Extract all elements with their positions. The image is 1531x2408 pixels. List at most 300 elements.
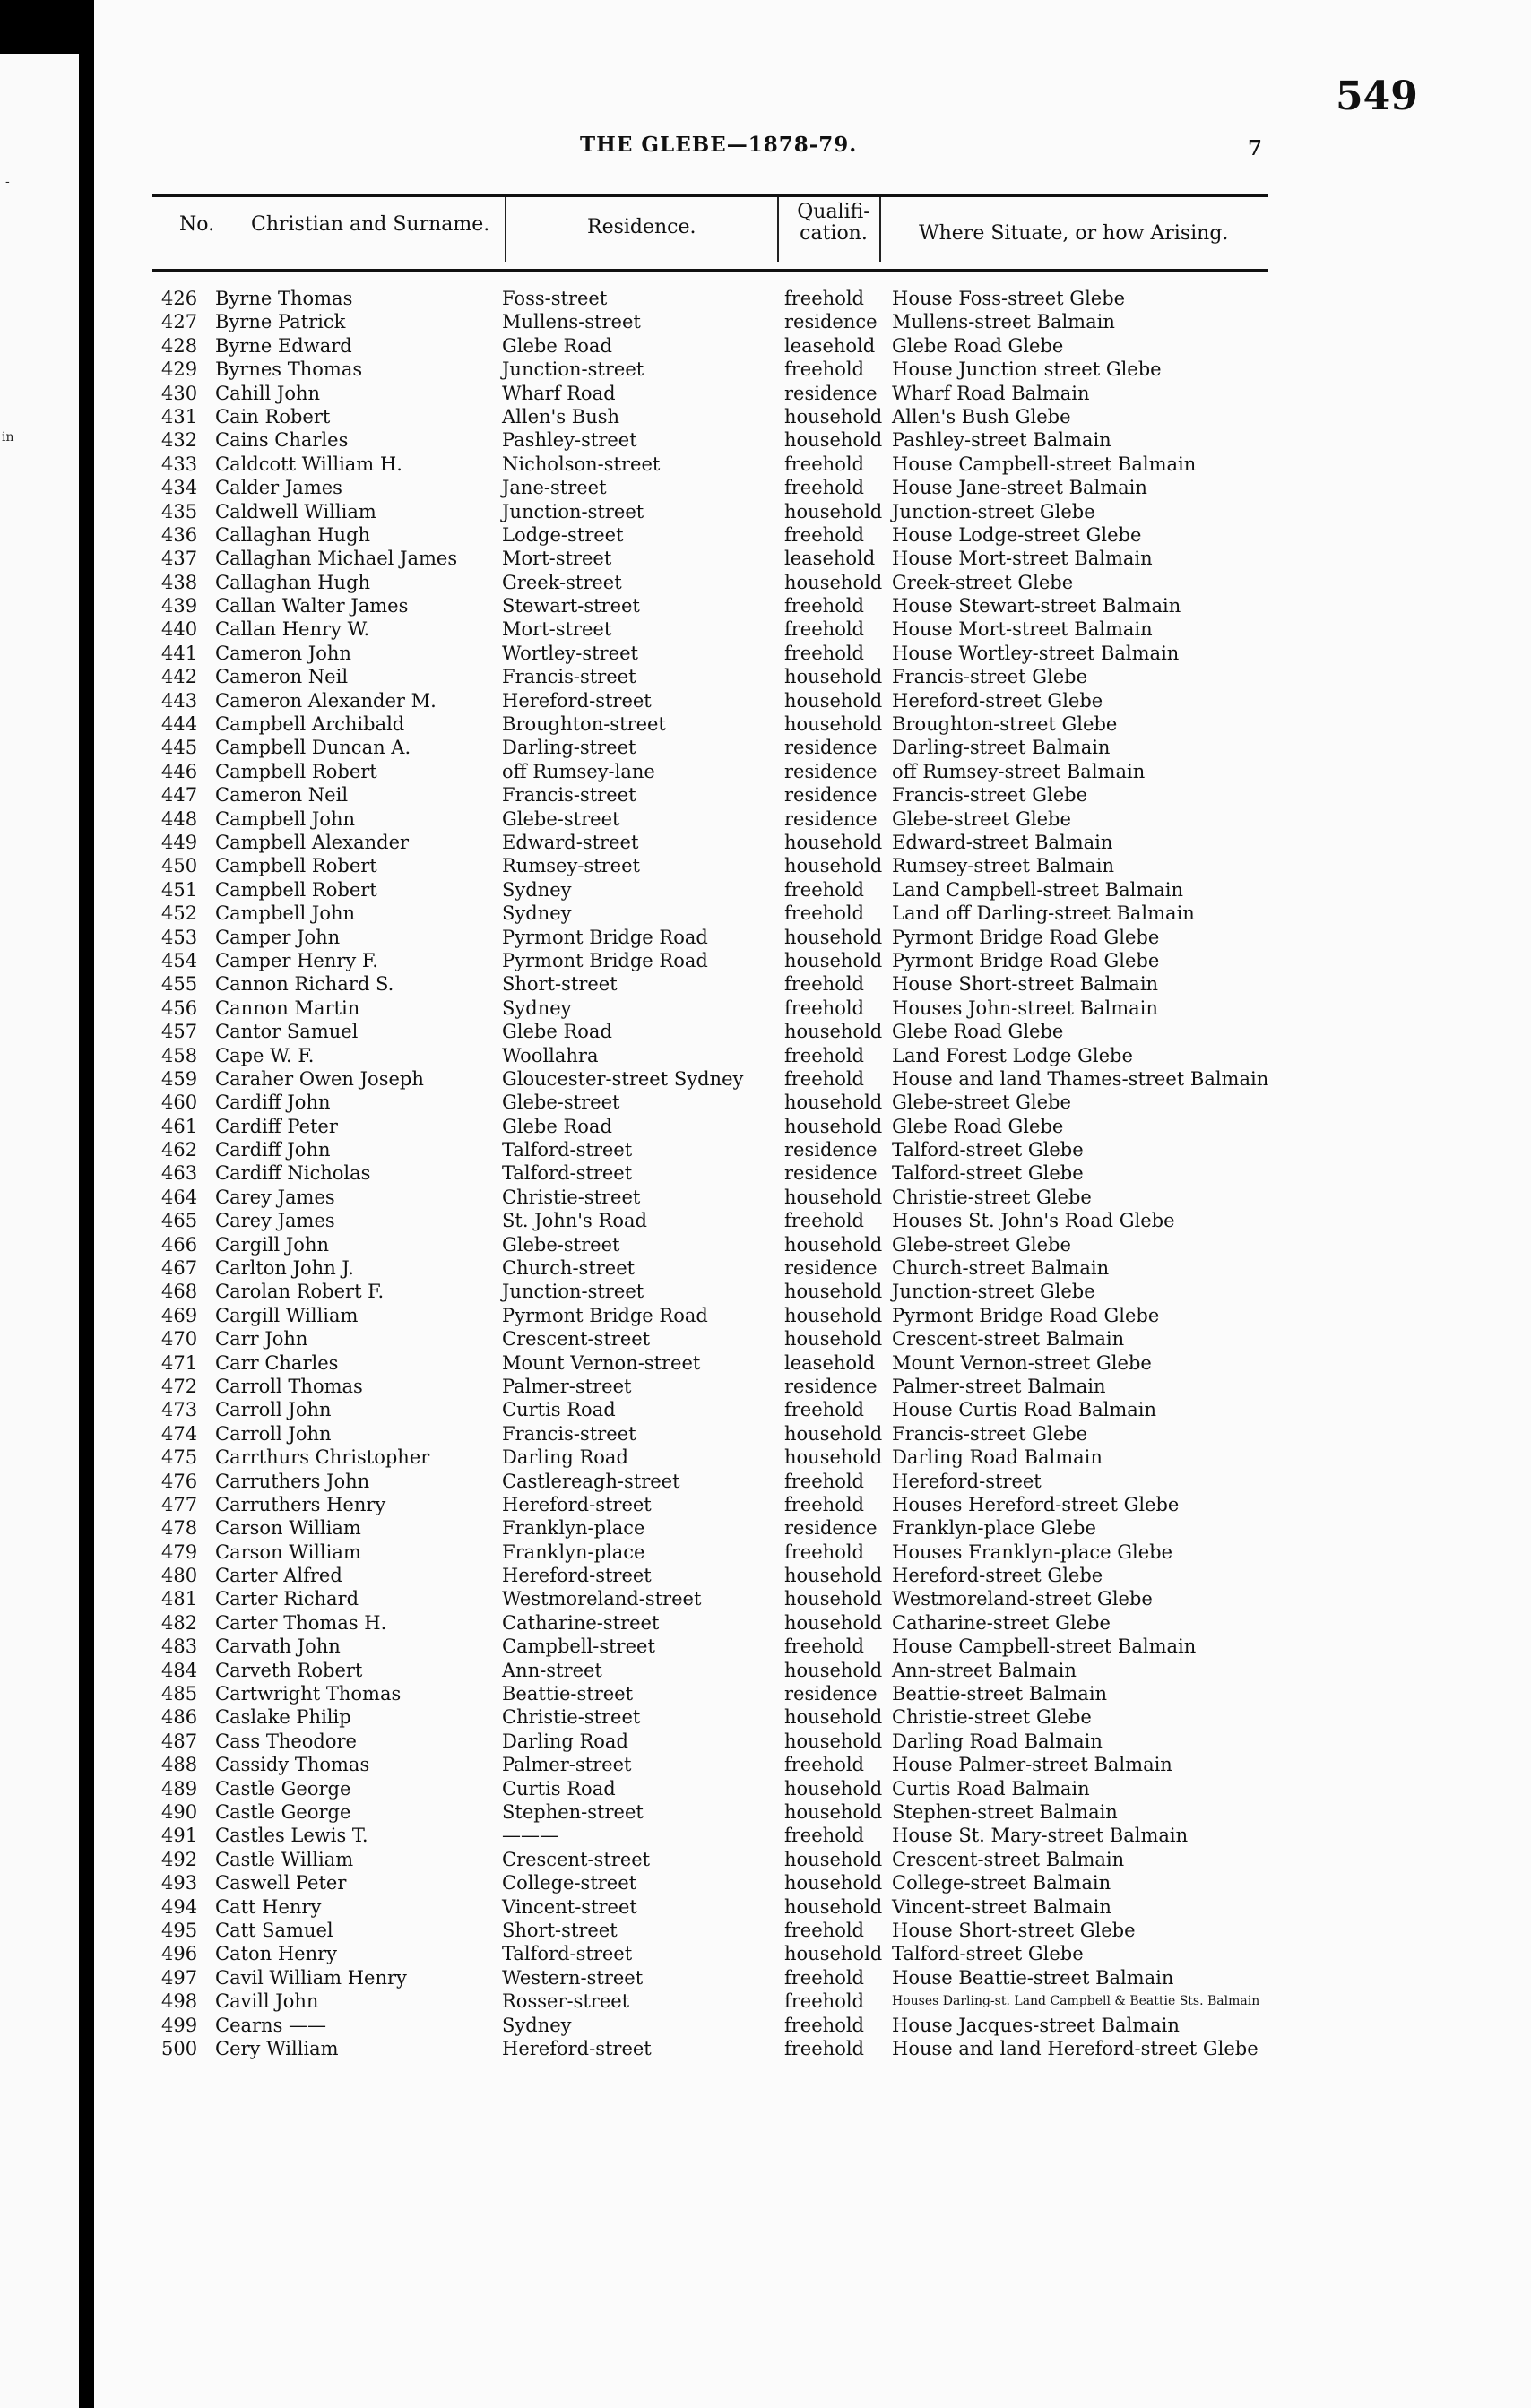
cell-number: 484 [161,1659,198,1681]
cell-name: Cantor Samuel [215,1021,359,1043]
cell-residence: Talford-street [502,1162,633,1185]
cell-qualification: household [784,1872,883,1894]
cell-qualification: residence [784,784,878,807]
cell-where-situate: House Campbell-street Balmain [892,1636,1197,1658]
cell-number: 491 [161,1825,198,1847]
cell-number: 433 [161,453,198,475]
table-row [94,1327,1531,1351]
cell-name: Carvath John [215,1636,341,1658]
cell-where-situate: Palmer-street Balmain [892,1375,1106,1397]
cell-where-situate: Pyrmont Bridge Road Glebe [892,926,1160,948]
cell-where-situate: Mount Vernon-street Glebe [892,1351,1152,1374]
cell-name: Cartwright Thomas [215,1683,402,1705]
cell-number: 447 [161,784,198,807]
table-row [94,712,1531,736]
cell-number: 490 [161,1801,198,1823]
cell-residence: Castlereagh-street [502,1470,680,1492]
table-row [94,1966,1531,1989]
cell-residence: Glebe Road [502,1115,612,1137]
cell-name: Campbell Archibald [215,713,405,736]
cell-where-situate: House and land Hereford-street Glebe [892,2037,1259,2059]
cell-residence: Mullens-street [502,311,641,333]
cell-where-situate: Curtis Road Balmain [892,1777,1090,1800]
cell-number: 493 [161,1872,198,1894]
cell-residence: Catharine-street [502,1611,660,1634]
cell-where-situate: Broughton-street Glebe [892,713,1118,736]
table-row [94,1280,1531,1303]
cell-number: 450 [161,855,198,877]
cell-number: 437 [161,548,198,570]
cell-name: Castle William [215,1848,354,1870]
cell-residence: Mort-street [502,618,612,641]
cell-residence: Hereford-street [502,1565,652,1587]
table-row [94,1256,1531,1280]
table-row [94,523,1531,547]
cell-qualification: freehold [784,642,864,664]
cell-name: Carroll Thomas [215,1375,363,1397]
table-row [94,878,1531,902]
table-row [94,1753,1531,1776]
page-number: 549 [1336,73,1418,119]
cell-name: Callaghan Hugh [215,523,371,546]
cell-qualification: household [784,1092,883,1114]
cell-number: 436 [161,523,198,546]
cell-where-situate: Glebe-street Glebe [892,1233,1071,1256]
cell-name: Caraher Owen Joseph [215,1067,424,1090]
cell-number: 467 [161,1257,198,1280]
cell-where-situate: House Stewart-street Balmain [892,595,1181,617]
table-row [94,1564,1531,1587]
cell-where-situate: House Short-street Glebe [892,1919,1136,1941]
cell-where-situate: Talford-street Glebe [892,1943,1084,1965]
cell-where-situate: Allen's Bush Glebe [892,405,1071,427]
header-no: No. [179,213,215,236]
table-row [94,1541,1531,1564]
cell-name: Cardiff Peter [215,1115,338,1137]
table-row [94,2014,1531,2037]
table-row [94,334,1531,358]
cell-name: Caton Henry [215,1943,338,1965]
cell-residence: Curtis Road [502,1399,616,1421]
cell-residence: Crescent-street [502,1848,651,1870]
cell-qualification: leasehold [784,334,876,357]
cell-where-situate: Land Forest Lodge Glebe [892,1044,1133,1066]
cell-residence: Christie-street [502,1186,641,1208]
cell-number: 434 [161,477,198,499]
cell-where-situate: House Jane-street Balmain [892,477,1147,499]
cell-where-situate: Francis-street Glebe [892,666,1088,688]
cell-residence: Glebe Road [502,1021,612,1043]
table-row [94,1730,1531,1753]
cell-qualification: household [784,405,883,427]
cell-number: 462 [161,1139,198,1161]
cell-name: Carlton John J. [215,1257,354,1280]
cell-qualification: freehold [784,1990,864,2013]
cell-name: Carr John [215,1328,308,1351]
cell-residence: St. John's Road [502,1210,647,1232]
cell-where-situate: House St. Mary-street Balmain [892,1825,1189,1847]
cell-where-situate: House Short-street Balmain [892,973,1159,996]
cell-number: 471 [161,1351,198,1374]
cell-number: 496 [161,1943,198,1965]
cell-where-situate: Franklyn-place Glebe [892,1517,1096,1540]
cell-residence: Pyrmont Bridge Road [502,949,708,971]
cell-name: Callan Henry W. [215,618,370,641]
cell-name: Cains Charles [215,429,349,452]
cell-residence: Church-street [502,1257,636,1280]
cell-residence: Glebe-street [502,807,620,830]
cell-name: Carolan Robert F. [215,1281,385,1303]
cell-name: Campbell Alexander [215,831,410,853]
table-row [94,1800,1531,1824]
cell-number: 500 [161,2037,198,2059]
cell-where-situate: Houses Darling-st. Land Campbell & Beattie Sts. Balmain [892,1994,1260,2009]
cell-residence: Rosser-street [502,1990,630,2013]
cell-qualification: household [784,926,883,948]
cell-name: Cargill William [215,1304,359,1326]
cell-residence: Sydney [502,902,572,925]
cell-name: Carey James [215,1186,335,1208]
cell-where-situate: Glebe-street Glebe [892,1092,1071,1114]
table-row [94,1682,1531,1705]
cell-number: 466 [161,1233,198,1256]
table-row [94,1020,1531,1043]
cell-name: Callan Walter James [215,595,409,617]
cell-number: 497 [161,1966,198,1989]
cell-number: 458 [161,1044,198,1066]
table-row [94,1824,1531,1847]
cell-where-situate: House Curtis Road Balmain [892,1399,1157,1421]
cell-number: 494 [161,1895,198,1918]
cell-where-situate: Darling Road Balmain [892,1730,1103,1752]
cell-qualification: household [784,500,883,522]
cell-qualification: freehold [784,1919,864,1941]
cell-where-situate: Land Campbell-street Balmain [892,878,1184,901]
cell-number: 472 [161,1375,198,1397]
cell-qualification: residence [784,1683,878,1705]
cell-residence: Curtis Road [502,1777,616,1800]
cell-qualification: freehold [784,523,864,546]
cell-number: 426 [161,288,198,309]
cell-name: Callaghan Michael James [215,548,458,570]
cell-where-situate: House Jacques-street Balmain [892,2014,1180,2036]
table-row [94,1635,1531,1658]
cell-qualification: household [784,949,883,971]
table-row [94,1777,1531,1800]
margin-mark-dash: - [5,175,10,189]
cell-where-situate: Vincent-street Balmain [892,1895,1111,1918]
cell-residence: Palmer-street [502,1754,632,1776]
table-row [94,642,1531,665]
cell-number: 473 [161,1399,198,1421]
cell-number: 485 [161,1683,198,1705]
table-row [94,500,1531,523]
cell-residence: Hereford-street [502,689,652,712]
cell-qualification: household [784,1659,883,1681]
cell-name: Camper John [215,926,341,948]
cell-name: Byrnes Thomas [215,358,363,381]
cell-number: 430 [161,382,198,404]
cell-name: Carter Alfred [215,1565,342,1587]
cell-qualification: residence [784,382,878,404]
cell-name: Carter Thomas H. [215,1611,387,1634]
cell-number: 460 [161,1092,198,1114]
cell-residence: Hereford-street [502,1493,652,1515]
cell-qualification: household [784,689,883,712]
cell-qualification: household [784,1848,883,1870]
table-row [94,1044,1531,1067]
header-where-situate: Where Situate, or how Arising. [919,222,1229,245]
cell-name: Campbell Duncan A. [215,737,411,759]
table-row [94,1446,1531,1469]
cell-residence: Wharf Road [502,382,616,404]
cell-number: 429 [161,358,198,381]
sheet-number: 7 [1248,136,1263,160]
cell-number: 480 [161,1565,198,1587]
cell-qualification: household [784,571,883,593]
table-row [94,1871,1531,1894]
cell-where-situate: Hereford-street [892,1470,1042,1492]
cell-name: Cameron Neil [215,666,349,688]
table-row [94,571,1531,594]
cell-number: 452 [161,902,198,925]
cell-residence: Short-street [502,1919,618,1941]
cell-qualification: freehold [784,2014,864,2036]
cell-residence: College-street [502,1872,637,1894]
table-row [94,689,1531,712]
column-divider [505,197,506,262]
cell-name: Cameron Alexander M. [215,689,437,712]
table-row [94,1919,1531,1942]
elector-list [94,287,1531,2060]
cell-number: 477 [161,1493,198,1515]
cell-qualification: residence [784,737,878,759]
table-row [94,1587,1531,1610]
cell-number: 441 [161,642,198,664]
cell-name: Carr Charles [215,1351,339,1374]
cell-qualification: household [784,1186,883,1208]
cell-number: 440 [161,618,198,641]
table-row [94,287,1531,310]
cell-name: Cape W. F. [215,1044,315,1066]
cell-where-situate: Beattie-street Balmain [892,1683,1108,1705]
cell-name: Campbell Robert [215,855,377,877]
cell-number: 455 [161,973,198,996]
cell-residence: Western-street [502,1966,644,1989]
cell-residence: Nicholson-street [502,453,661,475]
cell-qualification: freehold [784,1470,864,1492]
cell-residence: Sydney [502,878,572,901]
cell-number: 432 [161,429,198,452]
cell-qualification: residence [784,760,878,782]
cell-where-situate: Glebe Road Glebe [892,1021,1064,1043]
cell-name: Cameron Neil [215,784,349,807]
cell-number: 463 [161,1162,198,1185]
cell-residence: Jane-street [502,477,607,499]
cell-name: Carson William [215,1541,361,1563]
header-name: Christian and Surname. [251,213,490,236]
cell-number: 498 [161,1990,198,2013]
cell-number: 456 [161,997,198,1019]
cell-where-situate: Catharine-street Glebe [892,1611,1111,1634]
table-row [94,1067,1531,1091]
cell-qualification: residence [784,1375,878,1397]
cell-number: 428 [161,334,198,357]
cell-residence: Ann-street [502,1659,602,1681]
cell-residence: Junction-street [502,500,644,522]
cell-name: Byrne Edward [215,334,352,357]
table-row [94,949,1531,972]
cell-residence: Short-street [502,973,618,996]
cell-where-situate: House Mort-street Balmain [892,548,1153,570]
table-row [94,405,1531,428]
cell-number: 499 [161,2014,198,2036]
cell-number: 487 [161,1730,198,1752]
table-row [94,617,1531,641]
cell-number: 438 [161,571,198,593]
cell-qualification: freehold [784,453,864,475]
cell-residence: Sydney [502,997,572,1019]
cell-where-situate: College-street Balmain [892,1872,1111,1894]
cell-name: Castle George [215,1777,351,1800]
cell-where-situate: House Wortley-street Balmain [892,642,1180,664]
cell-residence: Franklyn-place [502,1541,645,1563]
cell-qualification: freehold [784,1636,864,1658]
cell-qualification: household [784,1611,883,1634]
table-row [94,1091,1531,1114]
cell-name: Caldwell William [215,500,376,522]
table-row [94,783,1531,807]
cell-qualification: freehold [784,1210,864,1232]
cell-name: Cardiff John [215,1139,331,1161]
cell-residence: Vincent-street [502,1895,637,1918]
cell-number: 488 [161,1754,198,1776]
cell-where-situate: Junction-street Glebe [892,1281,1095,1303]
table-row [94,1470,1531,1493]
cell-name: Calder James [215,477,342,499]
cell-residence: Mort-street [502,548,612,570]
cell-name: Cannon Richard S. [215,973,394,996]
cell-qualification: freehold [784,288,864,309]
cell-number: 479 [161,1541,198,1563]
cell-qualification: freehold [784,2037,864,2059]
table-row [94,453,1531,476]
cell-qualification: household [784,1446,883,1469]
cell-name: Camper Henry F. [215,949,378,971]
header-qualification: Qualifi-cation. [797,201,870,245]
cell-where-situate: Pyrmont Bridge Road Glebe [892,949,1160,971]
cell-number: 453 [161,926,198,948]
cell-qualification: household [784,831,883,853]
cell-where-situate: Land off Darling-street Balmain [892,902,1195,925]
cell-qualification: freehold [784,477,864,499]
cell-residence: Greek-street [502,571,622,593]
cell-where-situate: House Mort-street Balmain [892,618,1153,641]
cell-qualification: household [784,429,883,452]
table-row [94,854,1531,877]
cell-where-situate: Glebe-street Glebe [892,807,1071,830]
cell-where-situate: Christie-street Glebe [892,1706,1092,1729]
cell-residence: Crescent-street [502,1328,651,1351]
cell-qualification: household [784,1801,883,1823]
cell-number: 465 [161,1210,198,1232]
cell-where-situate: Crescent-street Balmain [892,1328,1125,1351]
cell-qualification: freehold [784,1966,864,1989]
cell-where-situate: off Rumsey-street Balmain [892,760,1146,782]
cell-where-situate: Houses Franklyn-place Glebe [892,1541,1173,1563]
cell-number: 483 [161,1636,198,1658]
cell-number: 446 [161,760,198,782]
cell-qualification: freehold [784,997,864,1019]
table-row [94,1186,1531,1209]
cell-qualification: household [784,1304,883,1326]
cell-qualification: freehold [784,1754,864,1776]
cell-where-situate: Hereford-street Glebe [892,1565,1103,1587]
cell-qualification: residence [784,1162,878,1185]
cell-residence: Allen's Bush [502,405,620,427]
cell-name: Carroll John [215,1399,332,1421]
cell-name: Byrne Patrick [215,311,346,333]
cell-where-situate: Houses St. John's Road Glebe [892,1210,1175,1232]
cell-qualification: household [784,1588,883,1610]
cell-where-situate: Westmoreland-street Glebe [892,1588,1153,1610]
cell-where-situate: Junction-street Glebe [892,500,1095,522]
cell-residence: Mount Vernon-street [502,1351,701,1374]
cell-name: Cargill John [215,1233,330,1256]
cell-qualification: freehold [784,358,864,381]
cell-where-situate: Pyrmont Bridge Road Glebe [892,1304,1160,1326]
cell-where-situate: House Campbell-street Balmain [892,453,1197,475]
cell-name: Catt Samuel [215,1919,333,1941]
cell-name: Carrthurs Christopher [215,1446,430,1469]
cell-qualification: residence [784,311,878,333]
cell-name: Carroll John [215,1422,332,1445]
cell-qualification: household [784,1233,883,1256]
table-row [94,997,1531,1020]
cell-residence: Stephen-street [502,1801,644,1823]
table-row [94,1138,1531,1161]
cell-where-situate: Christie-street Glebe [892,1186,1092,1208]
table-row [94,902,1531,925]
cell-qualification: freehold [784,1825,864,1847]
cell-residence: Glebe-street [502,1092,620,1114]
cell-residence: Pyrmont Bridge Road [502,1304,708,1326]
page-title: THE GLEBE—1878-79. [580,133,858,157]
cell-qualification: freehold [784,1541,864,1563]
cell-qualification: residence [784,1257,878,1280]
cell-number: 435 [161,500,198,522]
cell-where-situate: Edward-street Balmain [892,831,1113,853]
table-row [94,310,1531,333]
table-row [94,1895,1531,1919]
cell-residence: Talford-street [502,1139,633,1161]
table-row [94,1659,1531,1682]
cell-where-situate: Stephen-street Balmain [892,1801,1118,1823]
cell-number: 445 [161,737,198,759]
cell-qualification: household [784,1706,883,1729]
cell-number: 444 [161,713,198,736]
cell-qualification: household [784,1777,883,1800]
cell-qualification: freehold [784,1044,864,1066]
cell-qualification: freehold [784,1399,864,1421]
cell-number: 470 [161,1328,198,1351]
table-row [94,1115,1531,1138]
cell-where-situate: Houses John-street Balmain [892,997,1158,1019]
cell-name: Carson William [215,1517,361,1540]
cell-qualification: freehold [784,1067,864,1090]
cell-residence: ——— [502,1825,558,1847]
table-row [94,1304,1531,1327]
